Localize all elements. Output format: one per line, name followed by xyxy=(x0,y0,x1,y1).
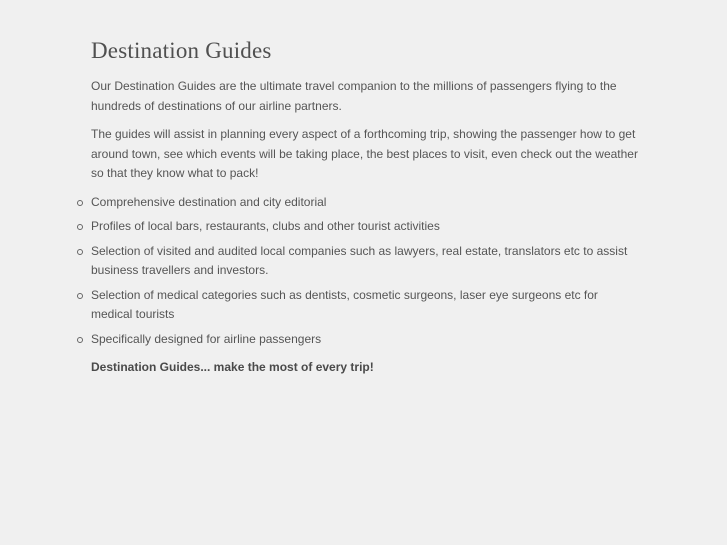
tagline: Destination Guides... make the most of every trip! xyxy=(91,360,374,374)
circle-bullet-icon xyxy=(77,249,83,255)
feature-list xyxy=(91,193,641,350)
circle-bullet-icon xyxy=(77,293,83,299)
list-item xyxy=(91,217,641,237)
list-item xyxy=(91,193,641,213)
circle-bullet-icon xyxy=(77,200,83,206)
list-item-text: Comprehensive destination and city editorial xyxy=(91,194,327,209)
page-title: Destination Guides xyxy=(91,38,272,63)
list-item-text: Specifically designed for airline passengers xyxy=(91,331,322,346)
list-item-text: Profiles of local bars, restaurants, clubs and other tourist activities xyxy=(91,219,440,233)
list-item xyxy=(91,330,641,350)
description-paragraph: The guides will assist in planning every aspect of a forthcoming trip, showing the passenger how to get around town, see which events will be taking place, the best places to visit, even check out the weather so that they know what to pack! xyxy=(91,127,638,180)
list-item-text: Selection of medical categories such as dentists, cosmetic surgeons, laser eye surgeons etc for medical tourists xyxy=(91,287,598,321)
intro-paragraph: Our Destination Guides are the ultimate travel companion to the millions of passengers flying to the hundreds of destinations of our airline partners. xyxy=(91,79,617,113)
main-content xyxy=(91,36,641,387)
circle-bullet-icon xyxy=(77,337,83,343)
list-item xyxy=(91,286,641,325)
circle-bullet-icon xyxy=(77,224,83,230)
list-item xyxy=(91,242,641,281)
list-item-text: Selection of visited and audited local companies such as lawyers, real estate, translators etc to assist business travellers and investors. xyxy=(91,243,628,277)
